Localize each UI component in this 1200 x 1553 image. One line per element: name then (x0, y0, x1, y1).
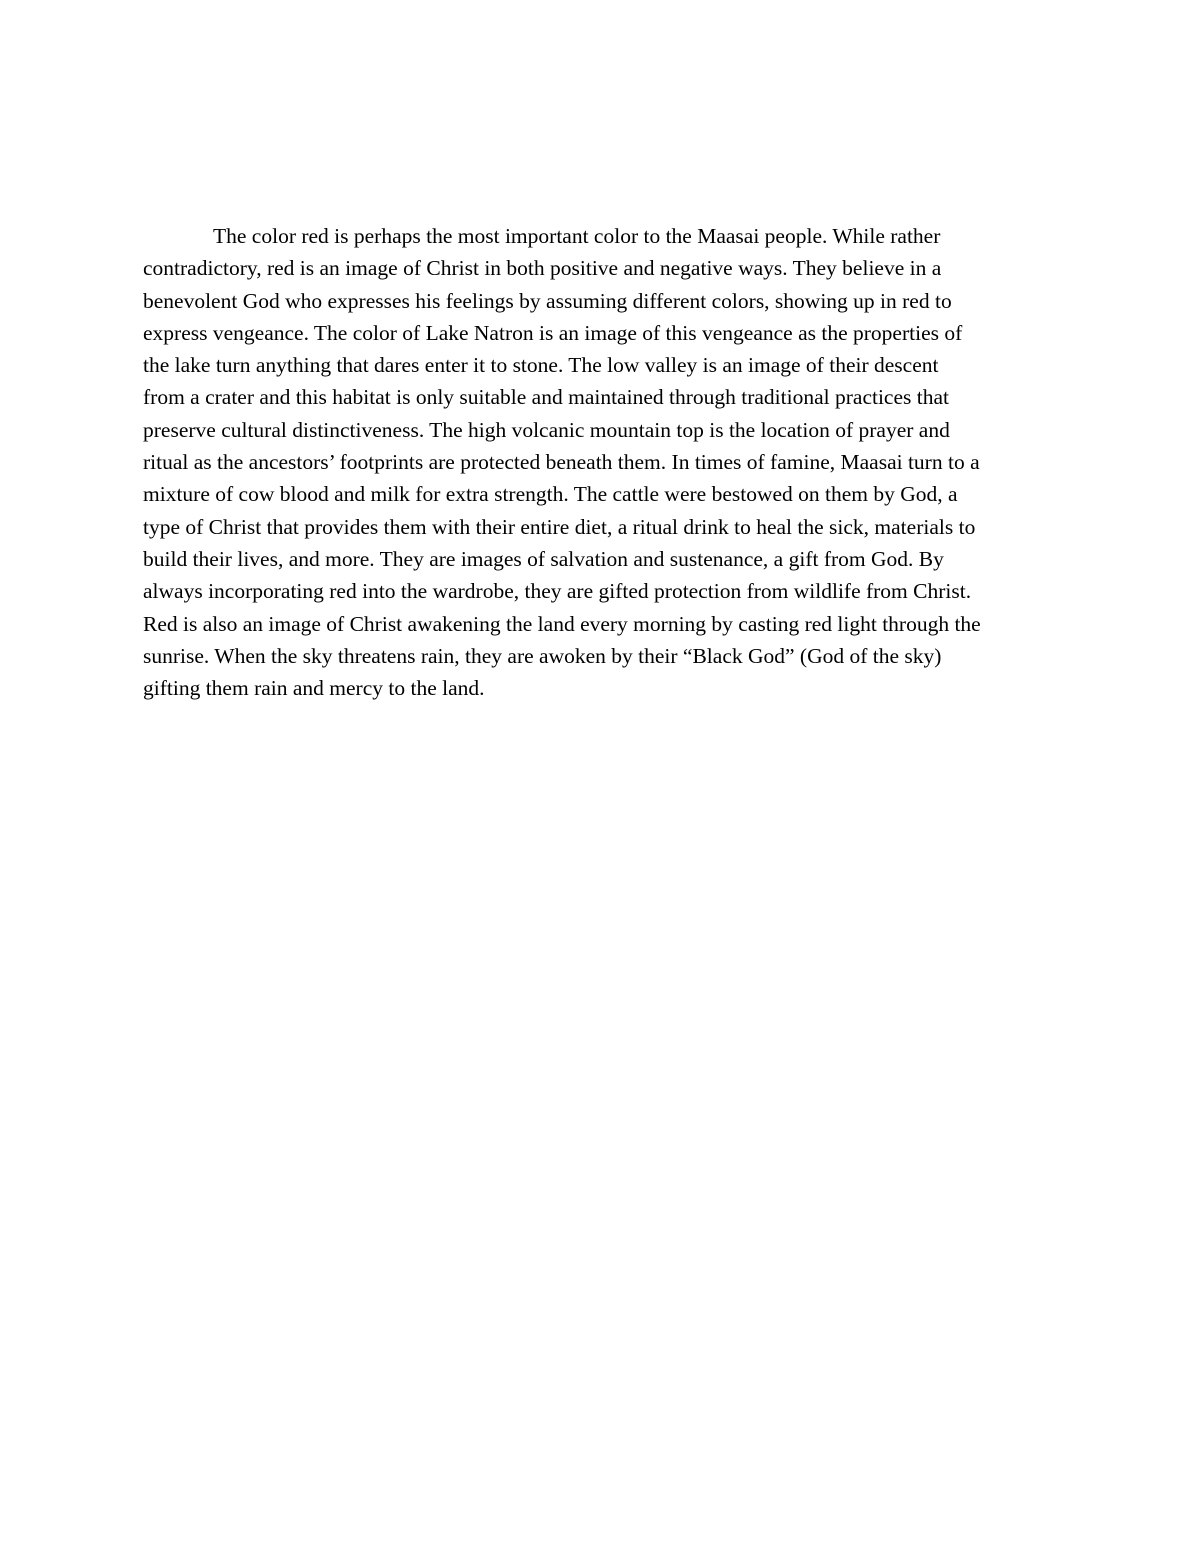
paragraph-line-9: mixture of cow blood and milk for extra strength. The cattle were bestowed on them by God, a (143, 482, 958, 507)
paragraph-line-8: ritual as the ancestors’ footprints are protected beneath them. In times of famine, Maasai turn to a (143, 450, 980, 475)
paragraph-line-5: the lake turn anything that dares enter it to stone. The low valley is an image of their descent (143, 353, 939, 378)
paragraph-line-1: The color red is perhaps the most important color to the Maasai people. While rather (213, 224, 941, 248)
paragraph-line-10: type of Christ that provides them with their entire diet, a ritual drink to heal the sick, materials to (143, 514, 976, 539)
paragraph-line-4: express vengeance. The color of Lake Natron is an image of this vengeance as the properties of (143, 320, 963, 345)
paragraph-line-14: sunrise. When the sky threatens rain, they are awoken by their “Black God” (God of the sky) (143, 643, 942, 668)
paragraph-line-3: benevolent God who expresses his feelings by assuming different colors, showing up in red to (143, 288, 952, 313)
paragraph-line-6: from a crater and this habitat is only suitable and maintained through traditional practices that (143, 385, 949, 410)
paragraph-line-12: always incorporating red into the wardrobe, they are gifted protection from wildlife from Christ. (143, 579, 972, 604)
paragraph-line-13: Red is also an image of Christ awakening the land every morning by casting red light through the (143, 611, 981, 636)
body-paragraph (143, 220, 1063, 704)
paragraph-line-15: gifting them rain and mercy to the land. (143, 676, 485, 701)
paragraph-line-11: build their lives, and more. They are images of salvation and sustenance, a gift from God. By (143, 546, 944, 571)
paragraph-line-7: preserve cultural distinctiveness. The high volcanic mountain top is the location of prayer and (143, 417, 950, 442)
paragraph-line-2: contradictory, red is an image of Christ in both positive and negative ways. They believe in a (143, 256, 942, 281)
